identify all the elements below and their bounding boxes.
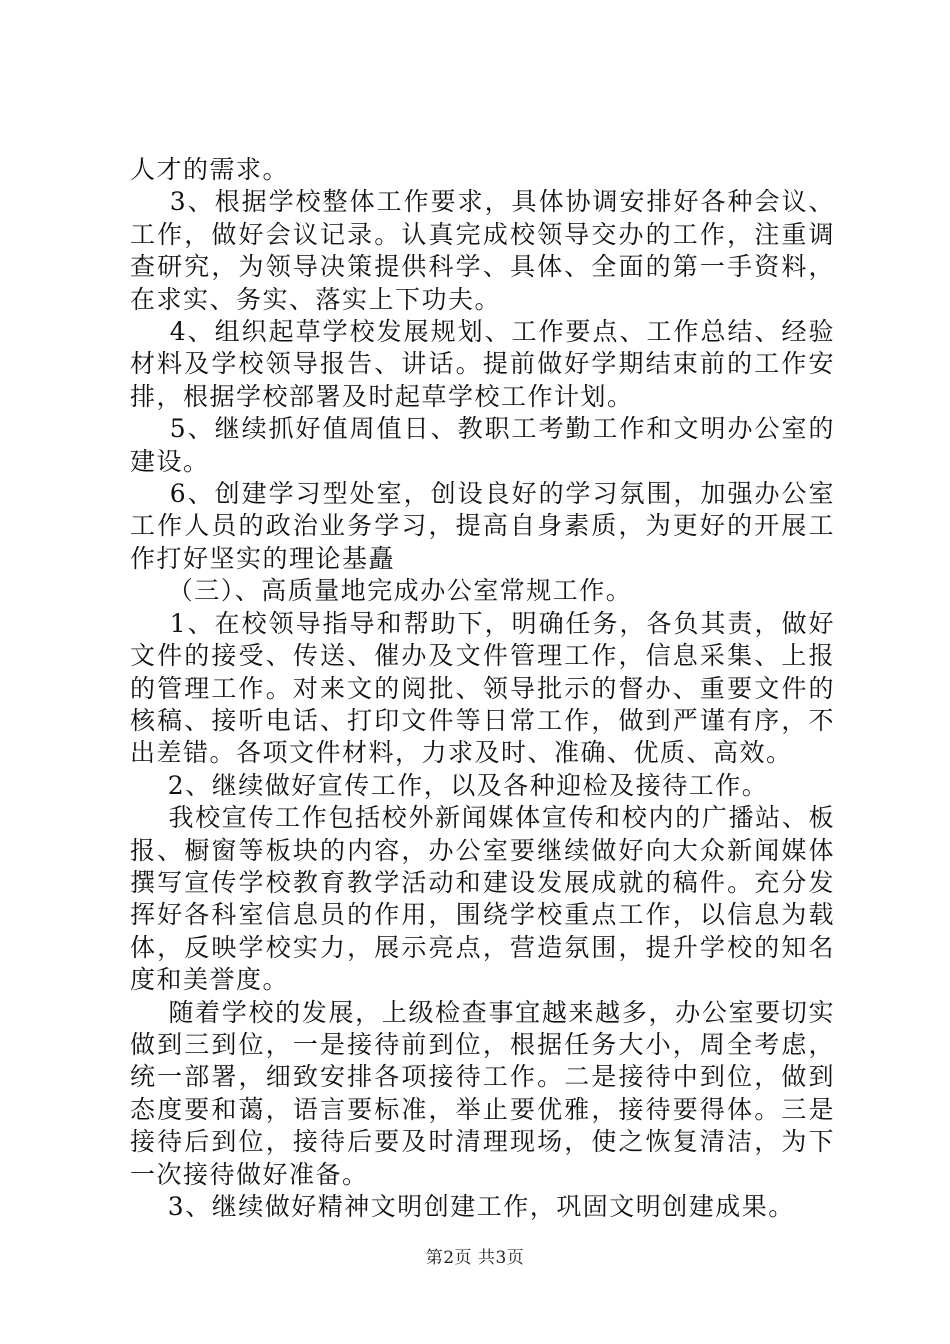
paragraph: 1、在校领导指导和帮助下，明确任务，各负其责，做好文件的接受、传送、催办及文件管理工作，信息采集、上报的管理工作。对来文的阅批、领导批示的督办、重要文件的核稿、接听电话、打印文件等日常工作，做到严谨有序，不出差错。各项文件材料，力求及时、准确、优质、高效。 bbox=[130, 608, 835, 768]
paragraph: 5、继续抓好值周值日、教职工考勤工作和文明办公室的建设。 bbox=[130, 414, 835, 476]
page-number-footer: 第2页 共3页 bbox=[425, 1248, 525, 1268]
paragraph: 3、根据学校整体工作要求，具体协调安排好各种会议、工作，做好会议记录。认真完成校领导交办的工作，注重调查研究，为领导决策提供科学、具体、全面的第一手资料，在求实、务实、落实上下功夫。 bbox=[130, 187, 835, 314]
paragraph: 随着学校的发展，上级检查事宜越来越多，办公室要切实做到三到位，一是接待前到位，根据任务大小，周全考虑，统一部署，细致安排各项接待工作。二是接待中到位，做到态度要和蔼，语言要标准，举止要优雅，接待要得体。三是接待后到位，接待后要及时清理现场，使之恢复清洁，为下一次接待做好准备。 bbox=[130, 997, 835, 1189]
section-heading: （三）、高质量地完成办公室常规工作。 bbox=[130, 576, 633, 606]
paragraph: 2、继续做好宣传工作，以及各种迎检及接待工作。 bbox=[130, 770, 769, 800]
paragraph: 我校宣传工作包括校外新闻媒体宣传和校内的广播站、板报、橱窗等板块的内容，办公室要继续做好向大众新闻媒体撰写宣传学校教育教学活动和建设发展成就的稿件。充分发挥好各科室信息员的作用，围绕学校重点工作，以信息为载体，反映学校实力，展示亮点，营造氛围，提升学校的知名度和美誉度。 bbox=[130, 803, 835, 995]
paragraph: 6、创建学习型处室，创设良好的学习氛围，加强办公室工作人员的政治业务学习，提高自身素质，为更好的开展工作打好坚实的理论基矗 bbox=[130, 479, 835, 573]
paragraph: 人才的需求。 bbox=[130, 155, 290, 184]
paragraph: 4、组织起草学校发展规划、工作要点、工作总结、经验材料及学校领导报告、讲话。提前做好学期结束前的工作安排，根据学校部署及时起草学校工作计划。 bbox=[130, 317, 835, 411]
paragraph: 3、继续做好精神文明创建工作，巩固文明创建成果。 bbox=[130, 1192, 795, 1221]
document-body bbox=[130, 154, 835, 1223]
